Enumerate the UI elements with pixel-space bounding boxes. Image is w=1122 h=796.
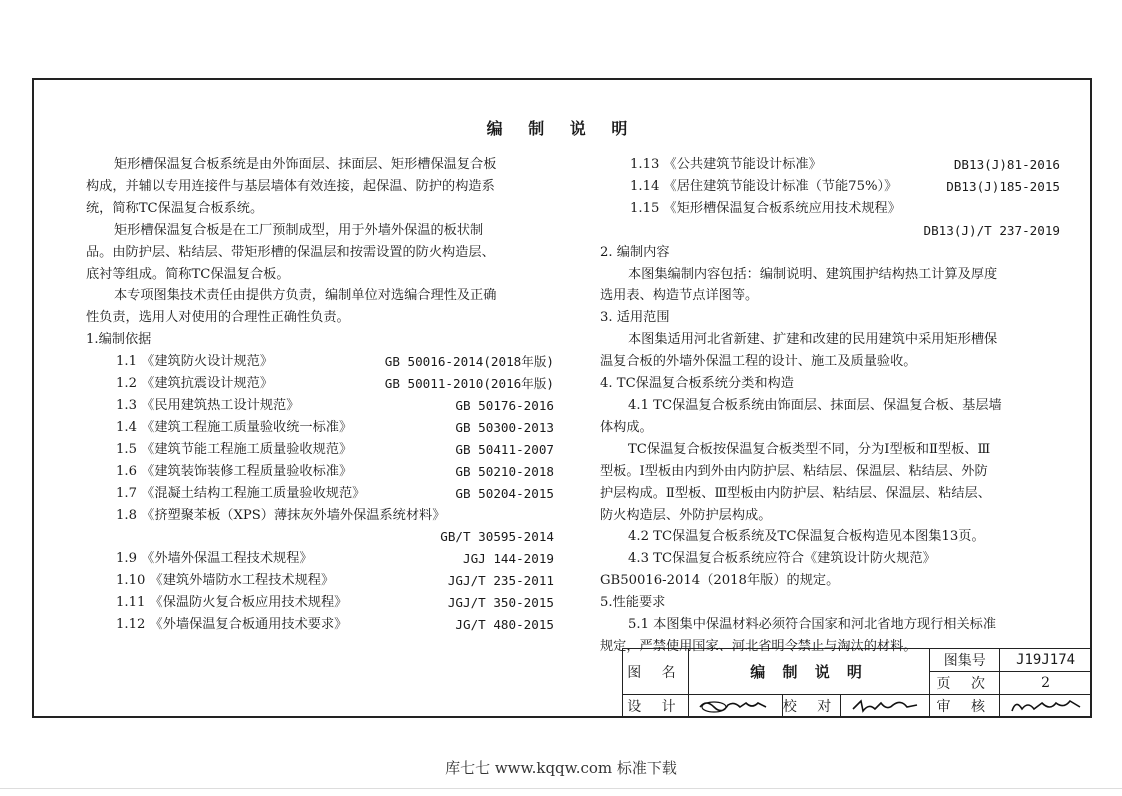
signature-icon bbox=[1006, 697, 1086, 715]
reference-item bbox=[86, 351, 554, 373]
reference-name: 1.5 《建筑节能工程施工质量验收规范》 bbox=[116, 441, 353, 457]
watermark-footer: 库七七 www.kqqw.com 标准下载 bbox=[445, 759, 677, 777]
paragraph-line: 构成，并辅以专用连接件与基层墙体有效连接，起保温、防护的构造系 bbox=[86, 178, 495, 194]
check-label: 校 对 bbox=[782, 695, 840, 718]
reference-code: JGJ/T 350-2015 bbox=[447, 595, 554, 611]
document-title: 编 制 说 明 bbox=[486, 119, 638, 138]
paragraph-line: 体构成。 bbox=[600, 419, 653, 435]
design-label: 设 计 bbox=[623, 695, 689, 718]
paragraph-line: 矩形槽保温复合板是在工厂预制成型，用于外墙外保温的板状制 bbox=[114, 222, 484, 238]
paragraph-line: 4.2 TC保温复合板系统及TC保温复合板构造见本图集13页。 bbox=[628, 529, 985, 545]
reference-code: GB 50411-2007 bbox=[455, 441, 554, 457]
reference-item bbox=[86, 439, 554, 461]
atlas-number-label: 图集号 bbox=[930, 649, 1000, 672]
paragraph-line: 底衬等组成。简称TC保温复合板。 bbox=[86, 266, 290, 282]
section-heading: 3. 适用范围 bbox=[600, 310, 670, 326]
reference-name: 1.12 《外墙保温复合板通用技术要求》 bbox=[116, 617, 348, 633]
reference-code: JG/T 480-2015 bbox=[455, 617, 554, 633]
section-heading: 5.性能要求 bbox=[600, 595, 666, 611]
paragraph-line: 4.3 TC保温复合板系统应符合《建筑设计防火规范》 bbox=[628, 551, 936, 567]
reference-item bbox=[86, 373, 554, 395]
drawing-sheet bbox=[32, 78, 1092, 718]
reference-name: 1.10 《建筑外墙防水工程技术规程》 bbox=[116, 573, 335, 589]
signature-icon bbox=[847, 697, 923, 715]
paragraph-line: 本图集适用河北省新建、扩建和改建的民用建筑中采用矩形槽保 bbox=[628, 332, 998, 348]
reference-code: JGJ/T 235-2011 bbox=[447, 573, 554, 589]
paragraph-line: 统，简称TC保温复合板系统。 bbox=[86, 200, 264, 216]
paragraph-line: 5.1 本图集中保温材料必须符合国家和河北省地方现行相关标准 bbox=[628, 617, 997, 633]
paragraph-line: GB50016-2014（2018年版）的规定。 bbox=[600, 573, 840, 589]
paragraph-line: 温复合板的外墙外保温工程的设计、施工及质量验收。 bbox=[600, 354, 917, 370]
designer-signature bbox=[688, 695, 782, 718]
paragraph-line: 本专项图集技术责任由提供方负责，编制单位对选编合理性及正确 bbox=[114, 288, 497, 304]
footer-divider bbox=[0, 788, 1122, 789]
drawing-name-label: 图 名 bbox=[623, 649, 689, 695]
reference-item bbox=[86, 417, 554, 439]
reference-code: DB13(J)81-2016 bbox=[953, 157, 1060, 172]
reviewer-signature bbox=[1000, 695, 1092, 718]
paragraph-line: 矩形槽保温复合板系统是由外饰面层、抹面层、矩形槽保温复合板 bbox=[114, 157, 497, 172]
reference-item bbox=[86, 483, 554, 505]
reference-code: GB/T 30595-2014 bbox=[440, 529, 554, 545]
reference-code: GB 50016-2014(2018年版) bbox=[384, 354, 554, 370]
paragraph-line: 本图集编制内容包括：编制说明、建筑围护结构热工计算及厚度 bbox=[628, 266, 998, 282]
reference-name: 1.6 《建筑装饰装修工程质量验收标准》 bbox=[116, 463, 353, 479]
paragraph-line: 防火构造层、外防护层构成。 bbox=[600, 507, 772, 523]
paragraph-line: 护层构成。Ⅱ型板、Ⅲ型板由内防护层、粘结层、保温层、粘结层、 bbox=[600, 485, 991, 501]
reference-name: 1.3 《民用建筑热工设计规范》 bbox=[116, 397, 300, 413]
reference-item bbox=[86, 548, 554, 570]
reference-code: GB 50300-2013 bbox=[455, 419, 554, 435]
page-label: 页 次 bbox=[930, 672, 1000, 695]
reference-item bbox=[86, 592, 554, 614]
reference-item bbox=[86, 395, 554, 417]
paragraph-line: 性负责，选用人对使用的合理性正确性负责。 bbox=[86, 310, 350, 326]
paragraph-line: 选用表、构造节点详图等。 bbox=[600, 288, 759, 304]
atlas-number: J19J174 bbox=[1000, 649, 1092, 672]
right-column bbox=[600, 154, 1060, 658]
reference-code: DB13(J)185-2015 bbox=[946, 178, 1060, 194]
paragraph-line: 型板。Ⅰ型板由内到外由内防护层、粘结层、保温层、粘结层、外防 bbox=[600, 463, 988, 479]
reference-name: 1.4 《建筑工程施工质量验收统一标准》 bbox=[116, 419, 353, 435]
reference-name: 1.9 《外墙外保温工程技术规程》 bbox=[116, 551, 313, 567]
paragraph-line: 4.1 TC保温复合板系统由饰面层、抹面层、保温复合板、基层墙 bbox=[628, 397, 1002, 413]
reference-code: GB 50176-2016 bbox=[455, 397, 554, 413]
paragraph-line: TC保温复合板按保温复合板类型不同，分为Ⅰ型板和Ⅱ型板、Ⅲ bbox=[628, 441, 991, 457]
signature-icon bbox=[696, 697, 774, 715]
page-number: 2 bbox=[1000, 672, 1092, 695]
section-heading: 4. TC保温复合板系统分类和构造 bbox=[600, 376, 794, 392]
reference-name: 1.2 《建筑抗震设计规范》 bbox=[116, 376, 274, 392]
reference-item bbox=[86, 461, 554, 483]
title-block bbox=[622, 648, 1092, 718]
section-heading: 2. 编制内容 bbox=[600, 244, 670, 260]
reference-item bbox=[86, 570, 554, 592]
reference-item bbox=[86, 614, 554, 636]
reference-code: GB 50204-2015 bbox=[455, 485, 554, 501]
reference-name: 1.14 《居住建筑节能设计标准（节能75%）》 bbox=[630, 178, 898, 194]
drawing-name: 编 制 说 明 bbox=[688, 649, 930, 695]
reference-name: 1.15 《矩形槽保温复合板系统应用技术规程》 bbox=[630, 200, 901, 216]
paragraph-line: 规定，严禁使用国家、河北省明令禁止与淘汰的材料。 bbox=[600, 638, 917, 654]
reference-item bbox=[600, 176, 1060, 198]
reference-code: JGJ 144-2019 bbox=[463, 551, 554, 567]
reference-code: DB13(J)/T 237-2019 bbox=[923, 222, 1060, 238]
reference-name: 1.13 《公共建筑节能设计标准》 bbox=[630, 157, 822, 172]
reference-code: GB 50210-2018 bbox=[455, 463, 554, 479]
reference-name: 1.11 《保温防火复合板应用技术规程》 bbox=[116, 595, 348, 611]
reference-name: 1.7 《混凝土结构工程施工质量验收规范》 bbox=[116, 485, 366, 501]
section-heading: 1.编制依据 bbox=[86, 332, 152, 348]
reference-name: 1.8 《挤塑聚苯板（XPS）薄抹灰外墙外保温系统材料》 bbox=[116, 507, 446, 523]
reference-name: 1.1 《建筑防火设计规范》 bbox=[116, 354, 274, 370]
left-column bbox=[86, 154, 554, 636]
checker-signature bbox=[840, 695, 930, 718]
reference-item bbox=[600, 154, 1060, 176]
review-label: 审 核 bbox=[930, 695, 1000, 718]
reference-code: GB 50011-2010(2016年版) bbox=[384, 376, 554, 392]
paragraph-line: 品。由防护层、粘结层、带矩形槽的保温层和按需设置的防火构造层、 bbox=[86, 244, 495, 260]
